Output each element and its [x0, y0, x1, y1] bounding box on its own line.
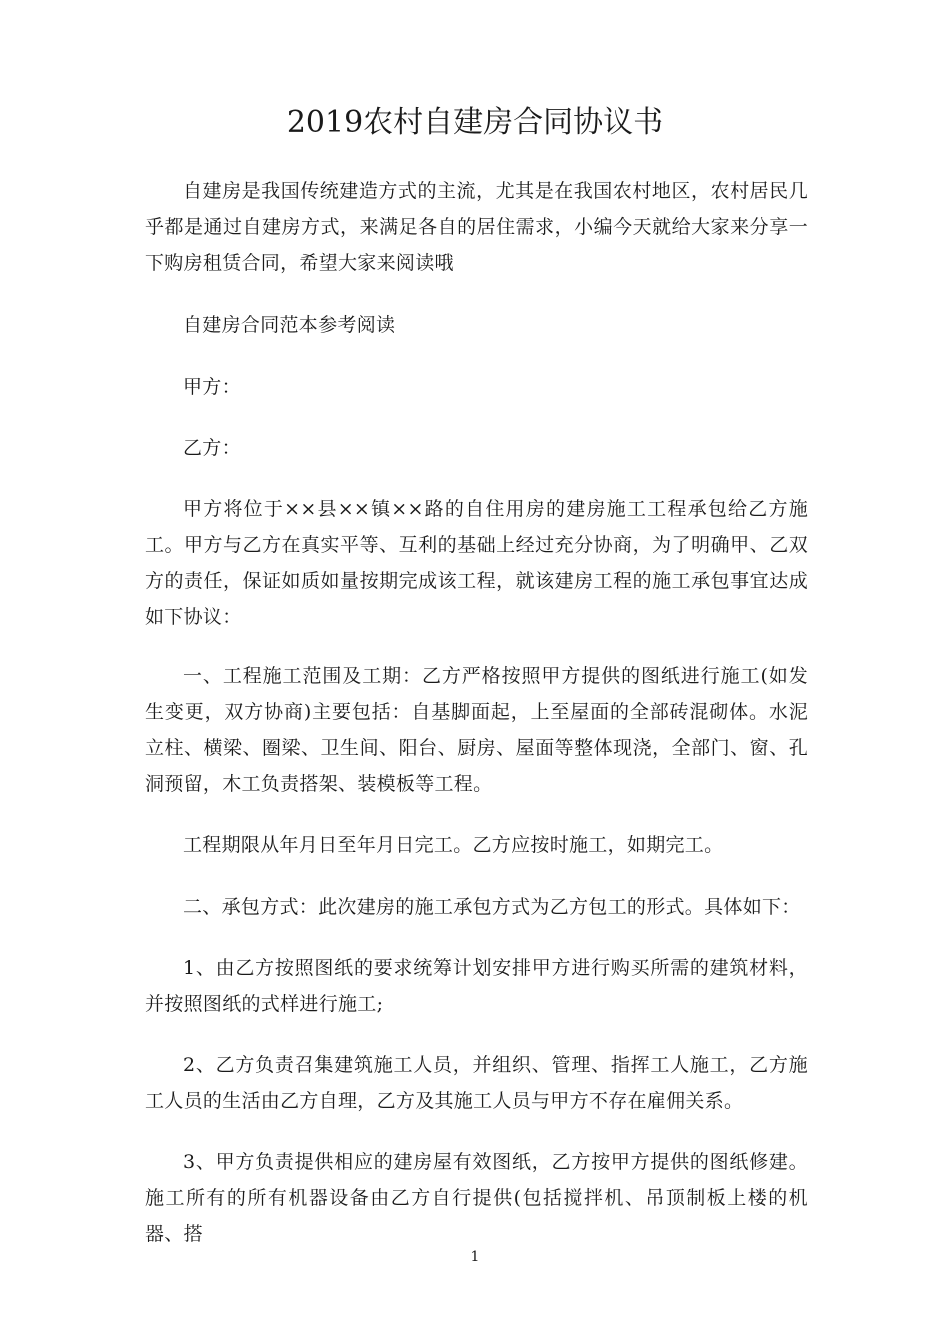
clause-deadline: 工程期限从年月日至年月日完工。乙方应按时施工，如期完工。 [183, 834, 724, 856]
party-b-label: 乙方： [183, 437, 241, 459]
clause-item-2: 2、乙方负责召集建筑施工人员，并组织、管理、指挥工人施工，乙方施工人员的生活由乙方自理，乙方及其施工人员与甲方不存在雇佣关系。 [145, 1054, 808, 1112]
clause-item-1: 1、由乙方按照图纸的要求统筹计划安排甲方进行购买所需的建筑材料，并按照图纸的式样进行施工; [145, 957, 808, 1015]
clause-item-3: 3、甲方负责提供相应的建房屋有效图纸，乙方按甲方提供的图纸修建。施工所有的所有机器设备由乙方自行提供(包括搅拌机、吊顶制板上楼的机器、搭 [145, 1151, 808, 1245]
agreement-preamble: 甲方将位于××县××镇××路的自住用房的建房施工工程承包给乙方施工。甲方与乙方在真实平等、互利的基础上经过充分协商，为了明确甲、乙双方的责任，保证如质如量按期完成该工程，就该建房工程的施工承包事宜达成如下协议： [145, 498, 808, 628]
intro-paragraph: 自建房是我国传统建造方式的主流，尤其是在我国农村地区，农村居民几乎都是通过自建房方式，来满足各自的居住需求，小编今天就给大家来分享一下购房租赁合同，希望大家来阅读哦 [145, 180, 808, 274]
document-title: 2019农村自建房合同协议书 [286, 105, 664, 140]
clause-contract-method: 二、承包方式：此次建房的施工承包方式为乙方包工的形式。具体如下： [183, 896, 801, 918]
clause-scope-and-period: 一、工程施工范围及工期：乙方严格按照甲方提供的图纸进行施工(如发生变更，双方协商)主要包括：自基脚面起，上至屋面的全部砖混砌体。水泥立柱、横梁、圈梁、卫生间、阳台、厨房、屋面等整体现浇，全部门、窗、孔洞预留，木工负责搭架、装模板等工程。 [145, 665, 808, 795]
party-a-label: 甲方： [183, 376, 241, 398]
page-number: 1 [470, 1249, 480, 1265]
template-heading: 自建房合同范本参考阅读 [183, 314, 396, 336]
